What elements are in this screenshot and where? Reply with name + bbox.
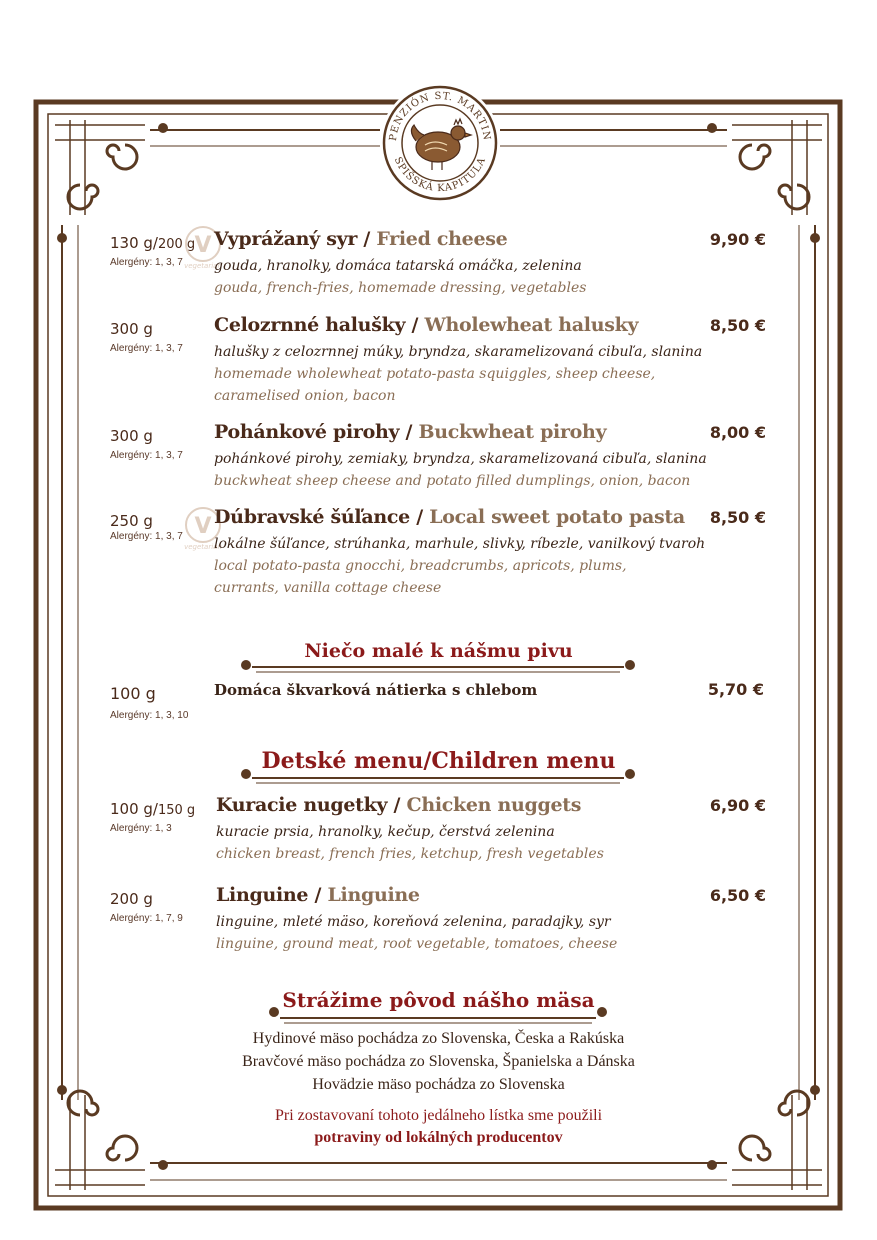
item-weight: 300 g (110, 427, 153, 445)
item-price: 9,90 € (709, 230, 766, 249)
snack-item-name: Domáca škvarková nátierka s chlebom (214, 681, 538, 699)
item-price: 6,90 € (709, 796, 766, 815)
svg-text:vegetarian: vegetarian (184, 543, 222, 551)
section-title-snacks: Niečo malé k nášmu pivu (304, 640, 573, 662)
item-name: Linguine / Linguine (216, 884, 420, 906)
section-title-children: Detské menu/Children menu (261, 748, 616, 774)
local-producers-note-bold: potraviny od lokálných producentov (314, 1129, 563, 1146)
item-name: Pohánkové pirohy / Buckwheat pirohy (214, 421, 607, 443)
item-description: gouda, hranolky, domáca tatarská omáčka, zelenina gouda, french-fries, homemade dressing, vegetables (214, 258, 587, 296)
item-description: pohánkové pirohy, zemiaky, bryndza, skaramelizovaná cibuľa, slanina buckwheat sheep cheese and potato filled dumplings, onion, bacon (214, 451, 707, 489)
item-description: linguine, mleté mäso, koreňová zelenina, paradajky, syr linguine, ground meat, root vegetable, tomatoes, cheese (216, 914, 618, 952)
item-weight: 100 g/150 g (110, 800, 196, 818)
item-name: Vyprážaný syr / Fried cheese (214, 228, 508, 250)
local-producers-note: Pri zostavovaní tohoto jedálneho lístka sme použili (274, 1107, 603, 1124)
logo-text-top: PENZIÓN ST. MARTIN (387, 90, 493, 142)
item-description: halušky z celozrnnej múky, bryndza, skaramelizovaná cibuľa, slanina homemade wholewheat potato-pasta squiggles, sheep cheese, caramelised onion, bacon (214, 344, 703, 404)
logo-badge (380, 83, 500, 203)
item-allergens: Alergény: 1, 3 (110, 823, 172, 834)
item-name: Kuracie nugetky / Chicken nuggets (216, 794, 582, 816)
logo-text-bottom: SPIŠSKÁ KAPITULA (391, 155, 489, 195)
item-weight: 300 g (110, 320, 153, 338)
item-description: kuracie prsia, hranolky, kečup, čerstvá zelenina chicken breast, french fries, ketchup, fresh vegetables (216, 824, 604, 862)
item-description: lokálne šúľance, strúhanka, marhule, slivky, ríbezle, vanilkový tvaroh local potato-pasta gnocchi, breadcrumbs, apricots, plums, currants, vanilla cottage cheese (214, 536, 706, 596)
item-price: 8,50 € (709, 508, 766, 527)
meat-origin-line: Hovädzie mäso pochádza zo Slovenska (312, 1076, 565, 1093)
item-allergens: Alergény: 1, 7, 9 (110, 913, 183, 924)
meat-origin-line: Bravčové mäso pochádza zo Slovenska, Španielska a Dánska (242, 1053, 635, 1070)
item-price: 6,50 € (709, 886, 766, 905)
svg-text:V: V (194, 233, 212, 258)
svg-text:V: V (194, 514, 212, 539)
item-price: 8,50 € (709, 316, 766, 335)
item-name: Celozrnné halušky / Wholewheat halusky (214, 314, 639, 336)
item-price: 8,00 € (709, 423, 766, 442)
item-allergens: Alergény: 1, 3, 7 (110, 257, 183, 268)
item-weight: 100 g (110, 684, 156, 703)
item-weight: 200 g (110, 890, 153, 908)
section-title-origin: Strážime pôvod nášho mäsa (282, 988, 595, 1012)
item-weight: 130 g/200 g (110, 234, 196, 252)
item-allergens: Alergény: 1, 3, 7 (110, 343, 183, 354)
svg-text:vegetarian: vegetarian (184, 262, 222, 270)
item-weight: 250 g (110, 512, 153, 530)
meat-origin-line: Hydinové mäso pochádza zo Slovenska, Česka a Rakúska (252, 1030, 625, 1047)
item-allergens: Alergény: 1, 3, 10 (110, 710, 189, 721)
item-name: Dúbravské šúľance / Local sweet potato pasta (214, 506, 685, 528)
item-allergens: Alergény: 1, 3, 7 (110, 531, 183, 542)
item-allergens: Alergény: 1, 3, 7 (110, 450, 183, 461)
item-price: 5,70 € (707, 680, 764, 699)
